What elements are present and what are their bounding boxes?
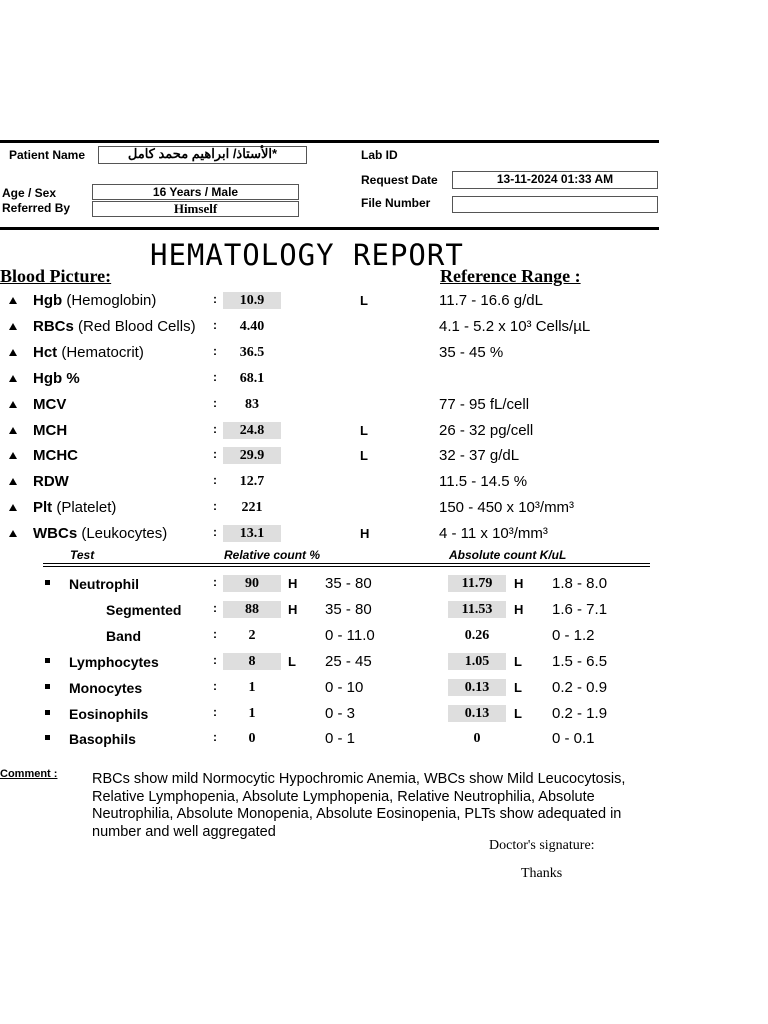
test-value: 13.1 — [223, 525, 281, 542]
relative-count-value: 1 — [248, 679, 256, 695]
test-flag: H — [360, 526, 370, 542]
test-fullname: (Platelet) — [52, 499, 117, 517]
differential-name: Lymphocytes — [69, 653, 159, 670]
triangle-bullet-icon — [9, 478, 17, 485]
test-abbr: MCV — [33, 395, 67, 413]
test-reference-range: 26 - 32 pg/cell — [439, 421, 534, 439]
colon-separator: : — [213, 369, 217, 384]
test-abbr: Plt — [33, 499, 53, 517]
test-flag: L — [360, 448, 368, 464]
test-abbr: WBCs — [33, 525, 78, 543]
reference-range-heading: Reference Range : — [440, 266, 581, 286]
test-name — [33, 473, 69, 490]
triangle-bullet-icon — [9, 427, 17, 434]
test-abbr: RDW — [33, 473, 69, 491]
colon-separator: : — [213, 525, 217, 540]
test-name — [33, 422, 67, 439]
file-number-field — [452, 196, 658, 213]
colon-separator: : — [213, 704, 217, 719]
test-abbr: Hct — [33, 343, 58, 361]
differential-row — [0, 575, 660, 597]
diff-header-relative: Relative count % — [224, 548, 321, 562]
colon-separator: : — [213, 343, 217, 358]
square-bullet-icon — [45, 580, 50, 585]
triangle-bullet-icon — [9, 349, 17, 356]
differential-name: Segmented — [106, 601, 182, 618]
absolute-count-value: 11.53 — [448, 601, 506, 618]
relative-reference-range: 0 - 11.0 — [325, 626, 375, 644]
colon-separator: : — [213, 600, 217, 615]
request-date-label: Request Date — [361, 173, 438, 187]
relative-count-flag: H — [288, 601, 298, 617]
differential-row — [0, 679, 660, 701]
test-flag: L — [360, 293, 368, 308]
test-name — [33, 344, 144, 361]
patient-name-field: *الأستاذ/ ابراهيم محمد كامل — [98, 146, 307, 164]
absolute-count-value: 0 — [473, 731, 481, 747]
test-abbr: Hgb — [33, 292, 63, 309]
test-fullname: (Hemoglobin) — [62, 292, 157, 309]
differential-name: Monocytes — [69, 679, 143, 696]
colon-separator: : — [213, 652, 217, 667]
test-name — [33, 370, 80, 387]
test-value: 10.9 — [223, 292, 281, 309]
absolute-count-value: 0.13 — [448, 705, 506, 722]
header-bottom-rule — [0, 227, 659, 230]
absolute-count-flag: H — [514, 576, 524, 591]
test-reference-range: 11.7 - 16.6 g/dL — [439, 292, 543, 309]
test-reference-range: 35 - 45 % — [439, 343, 504, 361]
test-name — [33, 292, 156, 309]
triangle-bullet-icon — [9, 323, 17, 330]
square-bullet-icon — [45, 684, 50, 689]
absolute-reference-range: 0.2 - 0.9 — [552, 678, 608, 696]
triangle-bullet-icon — [9, 297, 17, 304]
test-name — [33, 525, 167, 542]
request-date-field: 13-11-2024 01:33 AM — [452, 171, 658, 189]
test-value: 83 — [245, 396, 259, 412]
test-abbr: Hgb % — [33, 369, 80, 387]
test-fullname: (Red Blood Cells) — [73, 317, 196, 335]
colon-separator: : — [213, 499, 217, 514]
test-reference-range: 150 - 450 x 10³/mm³ — [439, 499, 575, 517]
differential-row — [0, 730, 660, 752]
test-abbr: RBCs — [33, 317, 74, 335]
square-bullet-icon — [45, 710, 50, 715]
square-bullet-icon — [45, 735, 50, 740]
colon-separator: : — [213, 421, 217, 436]
differential-name: Eosinophils — [69, 705, 149, 722]
differential-row — [0, 705, 660, 727]
file-number-label: File Number — [361, 196, 431, 210]
relative-count-flag: L — [288, 653, 296, 669]
header-top-rule — [0, 140, 659, 143]
test-name — [33, 499, 116, 516]
absolute-reference-range: 0 - 0.1 — [552, 730, 595, 748]
diff-rule-bottom — [43, 566, 650, 567]
test-name — [33, 447, 78, 464]
age-sex-field: 16 Years / Male — [92, 184, 299, 200]
relative-count-value: 1 — [248, 705, 256, 721]
absolute-count-value: 0.26 — [464, 627, 490, 643]
absolute-reference-range: 0 - 1.2 — [552, 626, 595, 644]
comment-label: Comment : — [0, 768, 58, 780]
test-value: 221 — [241, 500, 263, 516]
test-fullname: (Hematocrit) — [57, 343, 144, 361]
absolute-count-flag: L — [514, 653, 522, 669]
lab-id-label: Lab ID — [361, 148, 398, 162]
differential-row — [0, 653, 660, 675]
colon-separator: : — [213, 575, 217, 589]
test-value: 4.40 — [239, 318, 265, 334]
relative-reference-range: 0 - 1 — [325, 730, 356, 748]
absolute-count-value: 11.79 — [448, 575, 506, 592]
colon-separator: : — [213, 473, 217, 488]
relative-count-value: 8 — [223, 653, 281, 670]
square-bullet-icon — [45, 658, 50, 663]
test-row — [0, 292, 660, 314]
test-name — [33, 318, 196, 335]
triangle-bullet-icon — [9, 504, 17, 511]
triangle-bullet-icon — [9, 530, 17, 537]
colon-separator: : — [213, 626, 217, 641]
test-value: 29.9 — [223, 447, 281, 464]
test-row — [0, 370, 660, 392]
differential-row — [0, 601, 660, 623]
age-sex-label: Age / Sex — [2, 186, 57, 200]
test-value: 68.1 — [239, 370, 265, 386]
relative-reference-range: 25 - 45 — [325, 652, 372, 670]
absolute-count-value: 0.13 — [448, 679, 506, 696]
differential-name: Neutrophil — [69, 576, 139, 592]
test-row — [0, 473, 660, 495]
test-abbr: MCHC — [33, 447, 78, 465]
report-title: HEMATOLOGY REPORT — [150, 238, 464, 272]
colon-separator: : — [213, 395, 217, 410]
diff-header-absolute: Absolute count K/uL — [449, 548, 567, 562]
absolute-count-flag: H — [514, 601, 524, 617]
referred-by-label: Referred By — [2, 201, 71, 215]
relative-reference-range: 0 - 10 — [325, 678, 364, 696]
absolute-reference-range: 0.2 - 1.9 — [552, 704, 608, 722]
test-reference-range: 4 - 11 x 10³/mm³ — [439, 525, 548, 543]
diff-rule-top — [43, 563, 650, 564]
relative-reference-range: 35 - 80 — [325, 600, 372, 618]
absolute-reference-range: 1.6 - 7.1 — [552, 600, 608, 618]
blood-picture-heading: Blood Picture: — [0, 266, 112, 286]
thanks-text: Thanks — [521, 866, 563, 881]
test-reference-range: 32 - 37 g/dL — [439, 447, 520, 465]
absolute-count-flag: L — [514, 679, 522, 695]
differential-name: Band — [106, 627, 141, 644]
relative-count-value: 2 — [248, 627, 256, 643]
patient-name-label: Patient Name — [9, 148, 86, 162]
test-row — [0, 447, 660, 469]
test-reference-range: 11.5 - 14.5 % — [439, 473, 528, 491]
relative-reference-range: 35 - 80 — [325, 575, 372, 592]
relative-count-flag: H — [288, 576, 298, 591]
test-fullname: (Leukocytes) — [77, 525, 168, 543]
relative-count-value: 0 — [248, 731, 256, 747]
test-row — [0, 422, 660, 444]
differential-name: Basophils — [69, 731, 136, 748]
test-row — [0, 499, 660, 521]
test-row — [0, 318, 660, 340]
absolute-reference-range: 1.5 - 6.5 — [552, 652, 608, 670]
test-value: 24.8 — [223, 422, 281, 439]
triangle-bullet-icon — [9, 401, 17, 408]
triangle-bullet-icon — [9, 375, 17, 382]
test-row — [0, 396, 660, 418]
test-abbr: MCH — [33, 421, 68, 439]
test-row — [0, 344, 660, 366]
diff-header-test: Test — [70, 548, 95, 562]
triangle-bullet-icon — [9, 452, 17, 459]
differential-row — [0, 627, 660, 649]
doctor-signature-label: Doctor's signature: — [489, 838, 595, 853]
test-flag: L — [360, 422, 368, 438]
test-reference-range: 77 - 95 fL/cell — [439, 395, 530, 413]
colon-separator: : — [213, 730, 217, 745]
relative-count-value: 90 — [223, 575, 281, 592]
test-name — [33, 396, 66, 413]
colon-separator: : — [213, 317, 217, 332]
absolute-count-value: 1.05 — [448, 653, 506, 670]
colon-separator: : — [213, 678, 217, 693]
test-reference-range: 4.1 - 5.2 x 10³ Cells/µL — [439, 317, 591, 335]
test-value: 12.7 — [239, 474, 265, 490]
test-value: 36.5 — [239, 344, 265, 360]
colon-separator: : — [213, 447, 217, 462]
referred-by-field: Himself — [92, 201, 299, 217]
comment-text: RBCs show mild Normocytic Hypochromic Anemia, WBCs show Mild Leucocytosis, Relative Lymphopenia, Absolute Lymphopenia, Relative Neutrophilia, Absolute Neutrophilia, Absolute Monopenia, Absolute Eosinopenia, PLTs show adequated in number and well aggregated — [92, 771, 626, 840]
test-row — [0, 525, 660, 547]
absolute-reference-range: 1.8 - 8.0 — [552, 575, 608, 592]
absolute-count-flag: L — [514, 705, 522, 721]
relative-reference-range: 0 - 3 — [325, 704, 356, 722]
relative-count-value: 88 — [223, 601, 281, 618]
colon-separator: : — [213, 292, 217, 306]
